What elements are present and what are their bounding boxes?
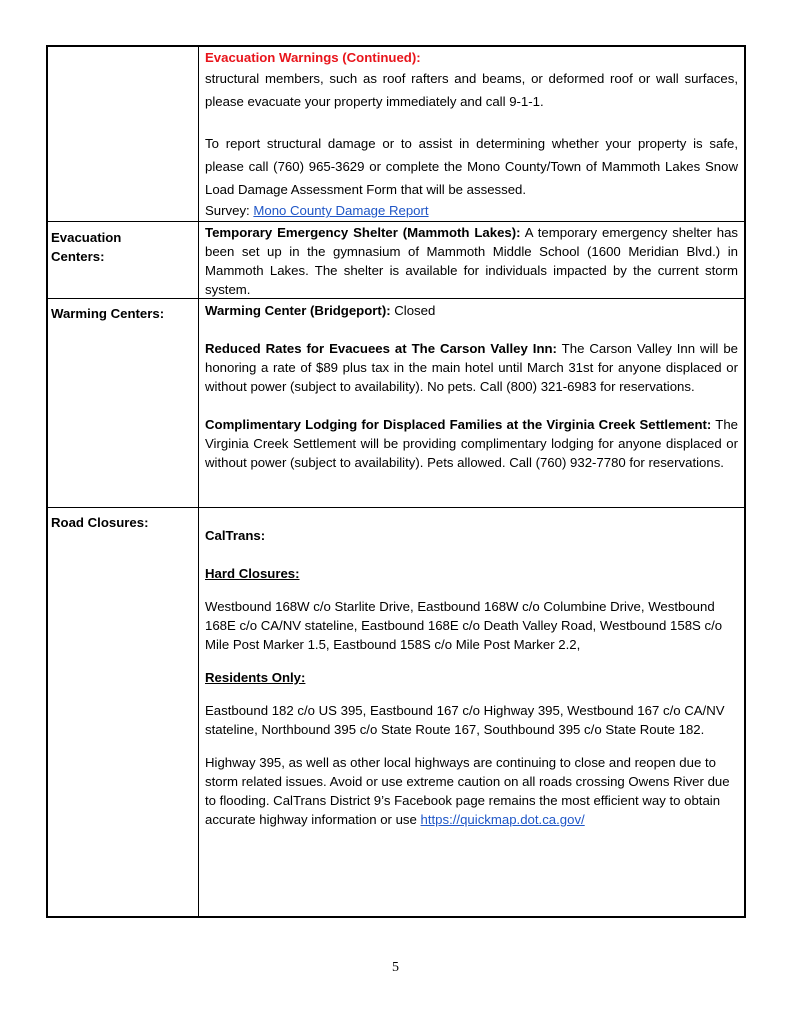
row-content-warming-centers	[199, 299, 744, 507]
row-road-closures	[48, 507, 744, 916]
residents-only-heading: Residents Only:	[205, 670, 306, 685]
warming-centers-label: Warming Centers:	[51, 306, 165, 321]
warming-center-status: Closed	[390, 303, 436, 318]
virginia-creek-heading: Complimentary Lodging for Displaced Families at the Virginia Creek Settlement:	[205, 417, 712, 432]
hard-closures-text: Westbound 168W c/o Starlite Drive, Eastbound 168W c/o Columbine Drive, Westbound 168E c/o CA/NV stateline, Eastbound 168E c/o Death Valley Road, Westbound 158S c/o Mile Post Marker 1.5, Eastbound 158S c/o Mile Post Marker 2.2,	[205, 599, 723, 652]
damage-report-link[interactable]: Mono County Damage Report	[253, 203, 429, 218]
shelter-heading: Temporary Emergency Shelter (Mammoth Lakes):	[205, 225, 521, 240]
highway-395-text: Highway 395, as well as other local highways are continuing to close and reopen due to storm related issues. Avoid or use extreme caution on all roads crossing Owens River due to flooding. CalTrans District 9’s Facebook page remains the most efficient way to obtain accurate highway information or use	[205, 755, 730, 827]
row-warming-centers	[48, 298, 744, 507]
shelter-text: A temporary emergency shelter has been set up in the gymnasium of Mammoth Middle School (1600 Meridian Blvd.) in Mammoth Lakes. The shelter is available for individuals impacted by the current storm system.	[205, 225, 738, 297]
residents-only-text: Eastbound 182 c/o US 395, Eastbound 167 c/o Highway 395, Westbound 167 c/o CA/NV stateline, Northbound 395 c/o State Route 167, Southbound 395 c/o State Route 182.	[205, 703, 725, 737]
survey-label: Survey:	[205, 203, 254, 218]
virginia-creek-paragraph	[205, 415, 738, 472]
warming-center-line	[205, 301, 738, 320]
quickmap-link[interactable]: https://quickmap.dot.ca.gov/	[420, 812, 585, 827]
highway-395-paragraph	[205, 753, 738, 829]
row-evacuation-centers	[48, 221, 744, 298]
virginia-creek-text: The Virginia Creek Settlement will be providing complimentary lodging for anyone displaced or without power (subject to availability). Pets allowed. Call (760) 932-7780 for reservations.	[205, 417, 738, 470]
carson-valley-paragraph	[205, 339, 738, 396]
row-evacuation-warnings	[48, 47, 744, 221]
evacuation-warnings-heading: Evacuation Warnings (Continued):	[205, 50, 421, 65]
page-number: 5	[392, 960, 399, 975]
carson-valley-heading: Reduced Rates for Evacuees at The Carson Valley Inn:	[205, 341, 557, 356]
evacuation-centers-label: Evacuation Centers:	[51, 230, 122, 264]
row-label-road-closures	[48, 508, 199, 916]
structural-damage-text: To report structural damage or to assist in determining whether your property is safe, please call (760) 965-3629 or complete the Mono County/Town of Mammoth Lakes Snow Load Damage Assessment Form that will be assessed.	[205, 136, 738, 197]
carson-valley-text: The Carson Valley Inn will be honoring a rate of $89 plus tax in the main hotel until March 31st for anyone displaced or without power (subject to availability). No pets. Call (800) 321-6983 for reservations.	[205, 341, 739, 394]
row-content-road-closures	[199, 508, 744, 916]
row-label-warming-centers	[48, 299, 199, 507]
caltrans-heading: CalTrans:	[205, 528, 266, 543]
row-content-evacuation-warnings	[199, 47, 744, 221]
row-content-evacuation-centers	[199, 222, 744, 298]
row-label-empty	[48, 47, 199, 221]
info-table	[46, 45, 746, 918]
road-closures-label: Road Closures:	[51, 515, 149, 530]
warming-center-heading: Warming Center (Bridgeport):	[205, 303, 391, 318]
row-label-evacuation-centers	[48, 222, 199, 298]
survey-line	[205, 201, 738, 220]
evacuation-warnings-text: structural members, such as roof rafters and beams, or deformed roof or wall surfaces, please evacuate your property immediately and call 9-1-1.	[205, 71, 738, 109]
hard-closures-heading: Hard Closures:	[205, 566, 300, 581]
